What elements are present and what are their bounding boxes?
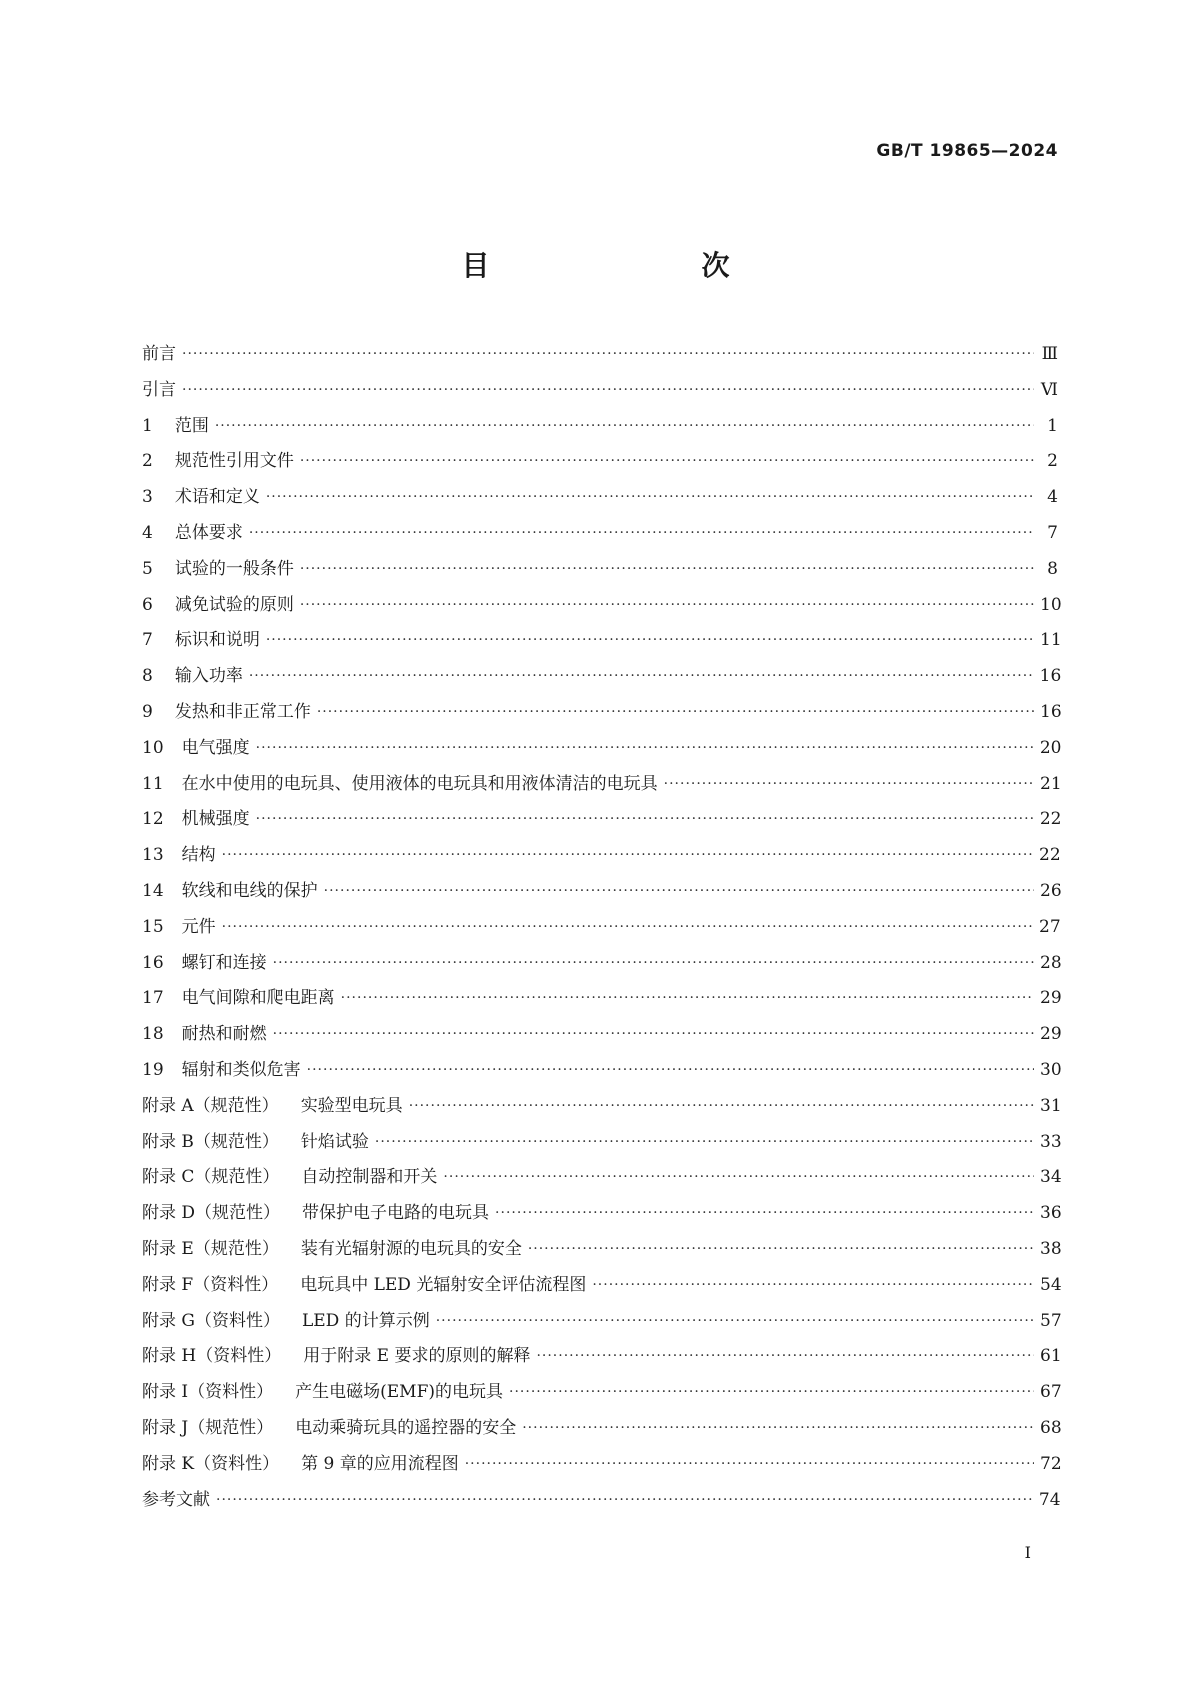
toc-leader-dots [317, 695, 1034, 731]
toc-leader-dots [528, 1232, 1034, 1268]
toc-entry-title: 机械强度 [181, 809, 250, 830]
toc-entry-page: 20 [1039, 737, 1062, 758]
toc-entry-number: 附录 K（资料性） [142, 1453, 280, 1474]
toc-entry[interactable] [142, 337, 1058, 373]
toc-entry[interactable] [142, 1375, 1062, 1411]
toc-entry-number: 附录 F（资料性） [142, 1274, 279, 1295]
toc-entry-title: 试验的一般条件 [174, 558, 294, 579]
toc-entry-page: 27 [1039, 916, 1061, 937]
toc-entry-title: 术语和定义 [174, 487, 260, 508]
toc-entry-number: 附录 J（规范性） [142, 1417, 274, 1438]
toc-entry-number: 15 [142, 916, 164, 937]
toc-entry-number: 附录 H（资料性） [142, 1346, 282, 1367]
toc-entry[interactable] [142, 910, 1061, 946]
toc-leader-dots [266, 623, 1034, 659]
toc-entry-title: 标识和说明 [174, 630, 260, 651]
toc-entry-page: 30 [1040, 1059, 1062, 1080]
toc-entry-page: 29 [1040, 1024, 1062, 1045]
toc-entry[interactable] [142, 444, 1058, 480]
toc-entry[interactable] [142, 623, 1062, 659]
toc-leader-dots [443, 1160, 1034, 1196]
standard-number: GB/T 19865—2024 [876, 141, 1058, 161]
toc-entry-number: 1 [142, 415, 153, 436]
toc-entry-number: 10 [142, 737, 164, 758]
toc-entry-number: 16 [142, 952, 164, 973]
toc-entry-page: 10 [1040, 594, 1062, 615]
toc-entry-number: 7 [142, 630, 153, 651]
toc-entry-title: 输入功率 [174, 666, 243, 687]
toc-entry[interactable] [142, 552, 1058, 588]
toc-entry-number: 附录 C（规范性） [142, 1167, 280, 1188]
toc-leader-dots [324, 874, 1034, 910]
toc-leader-dots [664, 767, 1034, 803]
toc-leader-dots [307, 1053, 1034, 1089]
toc-entry-page: 2 [1047, 451, 1058, 472]
toc-entry-number: 附录 E（规范性） [142, 1238, 279, 1259]
toc-leader-dots [522, 1411, 1034, 1447]
toc-entry-number: 18 [142, 1024, 164, 1045]
toc-entry-page: 28 [1040, 952, 1062, 973]
toc-leader-dots [536, 1339, 1034, 1375]
toc-leader-dots [436, 1304, 1034, 1340]
toc-entry-page: 29 [1040, 988, 1062, 1009]
toc-entry[interactable] [142, 659, 1062, 695]
toc-leader-dots [266, 480, 1034, 516]
toc-entry-title: 带保护电子电路的电玩具 [302, 1203, 490, 1224]
toc-entry-number: 8 [142, 666, 153, 687]
toc-entry[interactable] [142, 480, 1058, 516]
toc-entry-page: 16 [1040, 701, 1062, 722]
toc-entry[interactable] [142, 1160, 1062, 1196]
toc-entry-title: 软线和电线的保护 [181, 880, 318, 901]
toc-entry-title: 辐射和类似危害 [181, 1059, 301, 1080]
toc-entry[interactable] [142, 409, 1058, 445]
toc-entry[interactable] [142, 767, 1062, 803]
toc-entry-title: 产生电磁场(EMF)的电玩具 [295, 1382, 504, 1403]
toc-leader-dots [215, 409, 1034, 445]
toc-entry[interactable] [142, 731, 1062, 767]
toc-entry[interactable] [142, 1339, 1062, 1375]
toc-leader-dots [300, 588, 1034, 624]
toc-entry-title: 发热和非正常工作 [174, 701, 311, 722]
toc-leader-dots [273, 1017, 1034, 1053]
toc-entry-title: 第 9 章的应用流程图 [301, 1453, 459, 1474]
toc-entry-page: 67 [1040, 1382, 1062, 1403]
toc-entry-title: 针焰试验 [300, 1131, 369, 1152]
toc-entry-page: 4 [1047, 487, 1058, 508]
toc-entry-title: 电玩具中 LED 光辐射安全评估流程图 [300, 1274, 587, 1295]
toc-leader-dots [216, 1483, 1033, 1519]
toc-leader-dots [300, 552, 1034, 588]
toc-leader-dots [222, 910, 1033, 946]
toc-leader-dots [375, 1125, 1034, 1161]
toc-leader-dots [273, 946, 1034, 982]
toc-entry-number: 19 [142, 1059, 164, 1080]
toc-entry[interactable] [142, 1196, 1062, 1232]
toc-entry-title: 减免试验的原则 [174, 594, 294, 615]
toc-entry-number: 9 [142, 701, 153, 722]
toc-leader-dots [592, 1268, 1034, 1304]
toc-entry-page: 61 [1040, 1346, 1062, 1367]
toc-entry-title: 范围 [174, 415, 209, 436]
toc-entry[interactable] [142, 1089, 1062, 1125]
toc-entry[interactable] [142, 1483, 1061, 1519]
toc-entry[interactable] [142, 1125, 1062, 1161]
toc-entry-title: 前言 [142, 344, 176, 364]
toc-entry-title: 自动控制器和开关 [301, 1167, 438, 1188]
toc-entry[interactable] [142, 802, 1062, 838]
toc-entry-title: 参考文献 [142, 1489, 210, 1510]
toc-leader-dots [249, 516, 1034, 552]
toc-entry-number: 17 [142, 988, 164, 1009]
toc-entry-title: 实验型电玩具 [300, 1095, 403, 1116]
toc-entry-page: 7 [1047, 522, 1058, 543]
toc-entry-number: 5 [142, 558, 153, 579]
toc-entry-title: 在水中使用的电玩具、使用液体的电玩具和用液体清洁的电玩具 [181, 773, 658, 794]
toc-entry-title: 元件 [181, 916, 216, 937]
toc-leader-dots [249, 659, 1034, 695]
toc-entry-number: 14 [142, 880, 164, 901]
toc-entry-page: 31 [1040, 1095, 1062, 1116]
toc-entry[interactable] [142, 1232, 1062, 1268]
toc-entry-number: 3 [142, 487, 153, 508]
toc-entry-page: Ⅲ [1041, 344, 1058, 364]
toc-entry[interactable] [142, 516, 1058, 552]
toc-entry-number: 附录 G（资料性） [142, 1310, 280, 1331]
toc-entry-title: 引言 [142, 379, 176, 400]
toc-entry-title: 用于附录 E 要求的原则的解释 [303, 1346, 531, 1367]
toc-leader-dots [465, 1447, 1034, 1483]
toc-entry-page: 11 [1040, 630, 1062, 651]
toc-entry-page: 16 [1039, 666, 1062, 687]
toc-leader-dots [300, 444, 1034, 480]
toc-entry-title: 装有光辐射源的电玩具的安全 [300, 1238, 522, 1259]
toc-entry-page: 22 [1039, 845, 1061, 866]
table-of-contents [142, 337, 1062, 1518]
toc-leader-dots [182, 373, 1034, 409]
toc-entry[interactable] [142, 1304, 1062, 1340]
toc-entry-page: 33 [1040, 1131, 1062, 1152]
toc-entry-number: 附录 I（资料性） [142, 1382, 274, 1403]
toc-entry-page: 57 [1040, 1310, 1062, 1331]
toc-entry-page: 68 [1040, 1417, 1062, 1438]
toc-entry-number: 6 [142, 594, 153, 615]
toc-entry[interactable] [142, 981, 1062, 1017]
toc-entry-page: 22 [1039, 809, 1062, 830]
toc-entry[interactable] [142, 1053, 1062, 1089]
toc-entry-page: 36 [1040, 1203, 1062, 1224]
toc-entry[interactable] [142, 373, 1058, 409]
toc-leader-dots [509, 1375, 1034, 1411]
toc-entry-page: 34 [1040, 1167, 1062, 1188]
toc-entry[interactable] [142, 588, 1062, 624]
toc-entry-title: 耐热和耐燃 [181, 1024, 267, 1045]
toc-entry[interactable] [142, 946, 1062, 982]
toc-entry-title: 结构 [181, 845, 216, 866]
toc-entry[interactable] [142, 1017, 1062, 1053]
toc-entry-page: Ⅵ [1040, 379, 1058, 400]
toc-entry[interactable] [142, 1411, 1062, 1447]
toc-entry-title: 电气强度 [181, 737, 250, 758]
toc-entry-number: 13 [142, 845, 164, 866]
toc-entry-number: 4 [142, 522, 153, 543]
toc-leader-dots [495, 1196, 1034, 1232]
toc-entry[interactable] [142, 695, 1062, 731]
toc-entry-page: 74 [1038, 1489, 1061, 1510]
toc-entry-number: 11 [142, 773, 164, 794]
toc-entry-title: 电动乘骑玩具的遥控器的安全 [295, 1417, 517, 1438]
toc-entry-number: 附录 A（规范性） [142, 1095, 279, 1116]
page-title: 目 次 [461, 249, 782, 282]
toc-leader-dots [409, 1089, 1034, 1125]
toc-entry-number: 12 [142, 809, 164, 830]
toc-entry-number: 附录 B（规范性） [142, 1131, 279, 1152]
toc-entry[interactable] [142, 874, 1062, 910]
toc-leader-dots [256, 802, 1034, 838]
toc-entry-number: 2 [142, 451, 153, 472]
toc-entry-title: 电气间隙和爬电距离 [181, 988, 335, 1009]
toc-entry-page: 54 [1040, 1274, 1062, 1295]
toc-entry-page: 1 [1047, 415, 1058, 436]
toc-entry-title: 规范性引用文件 [174, 451, 294, 472]
toc-entry-page: 38 [1040, 1238, 1062, 1259]
toc-entry[interactable] [142, 838, 1061, 874]
toc-entry[interactable] [142, 1447, 1062, 1483]
toc-leader-dots [256, 731, 1034, 767]
toc-entry-page: 72 [1040, 1453, 1062, 1474]
toc-entry-title: 总体要求 [174, 522, 243, 543]
toc-entry[interactable] [142, 1268, 1062, 1304]
toc-entry-title: LED 的计算示例 [301, 1310, 430, 1331]
toc-entry-page: 21 [1040, 773, 1062, 794]
toc-entry-number: 附录 D（规范性） [142, 1203, 281, 1224]
page-number: I [1024, 1543, 1031, 1562]
toc-entry-page: 8 [1047, 558, 1058, 579]
toc-leader-dots [222, 838, 1033, 874]
toc-leader-dots [182, 337, 1034, 373]
toc-entry-page: 26 [1040, 880, 1062, 901]
toc-leader-dots [341, 981, 1034, 1017]
toc-entry-title: 螺钉和连接 [181, 952, 267, 973]
